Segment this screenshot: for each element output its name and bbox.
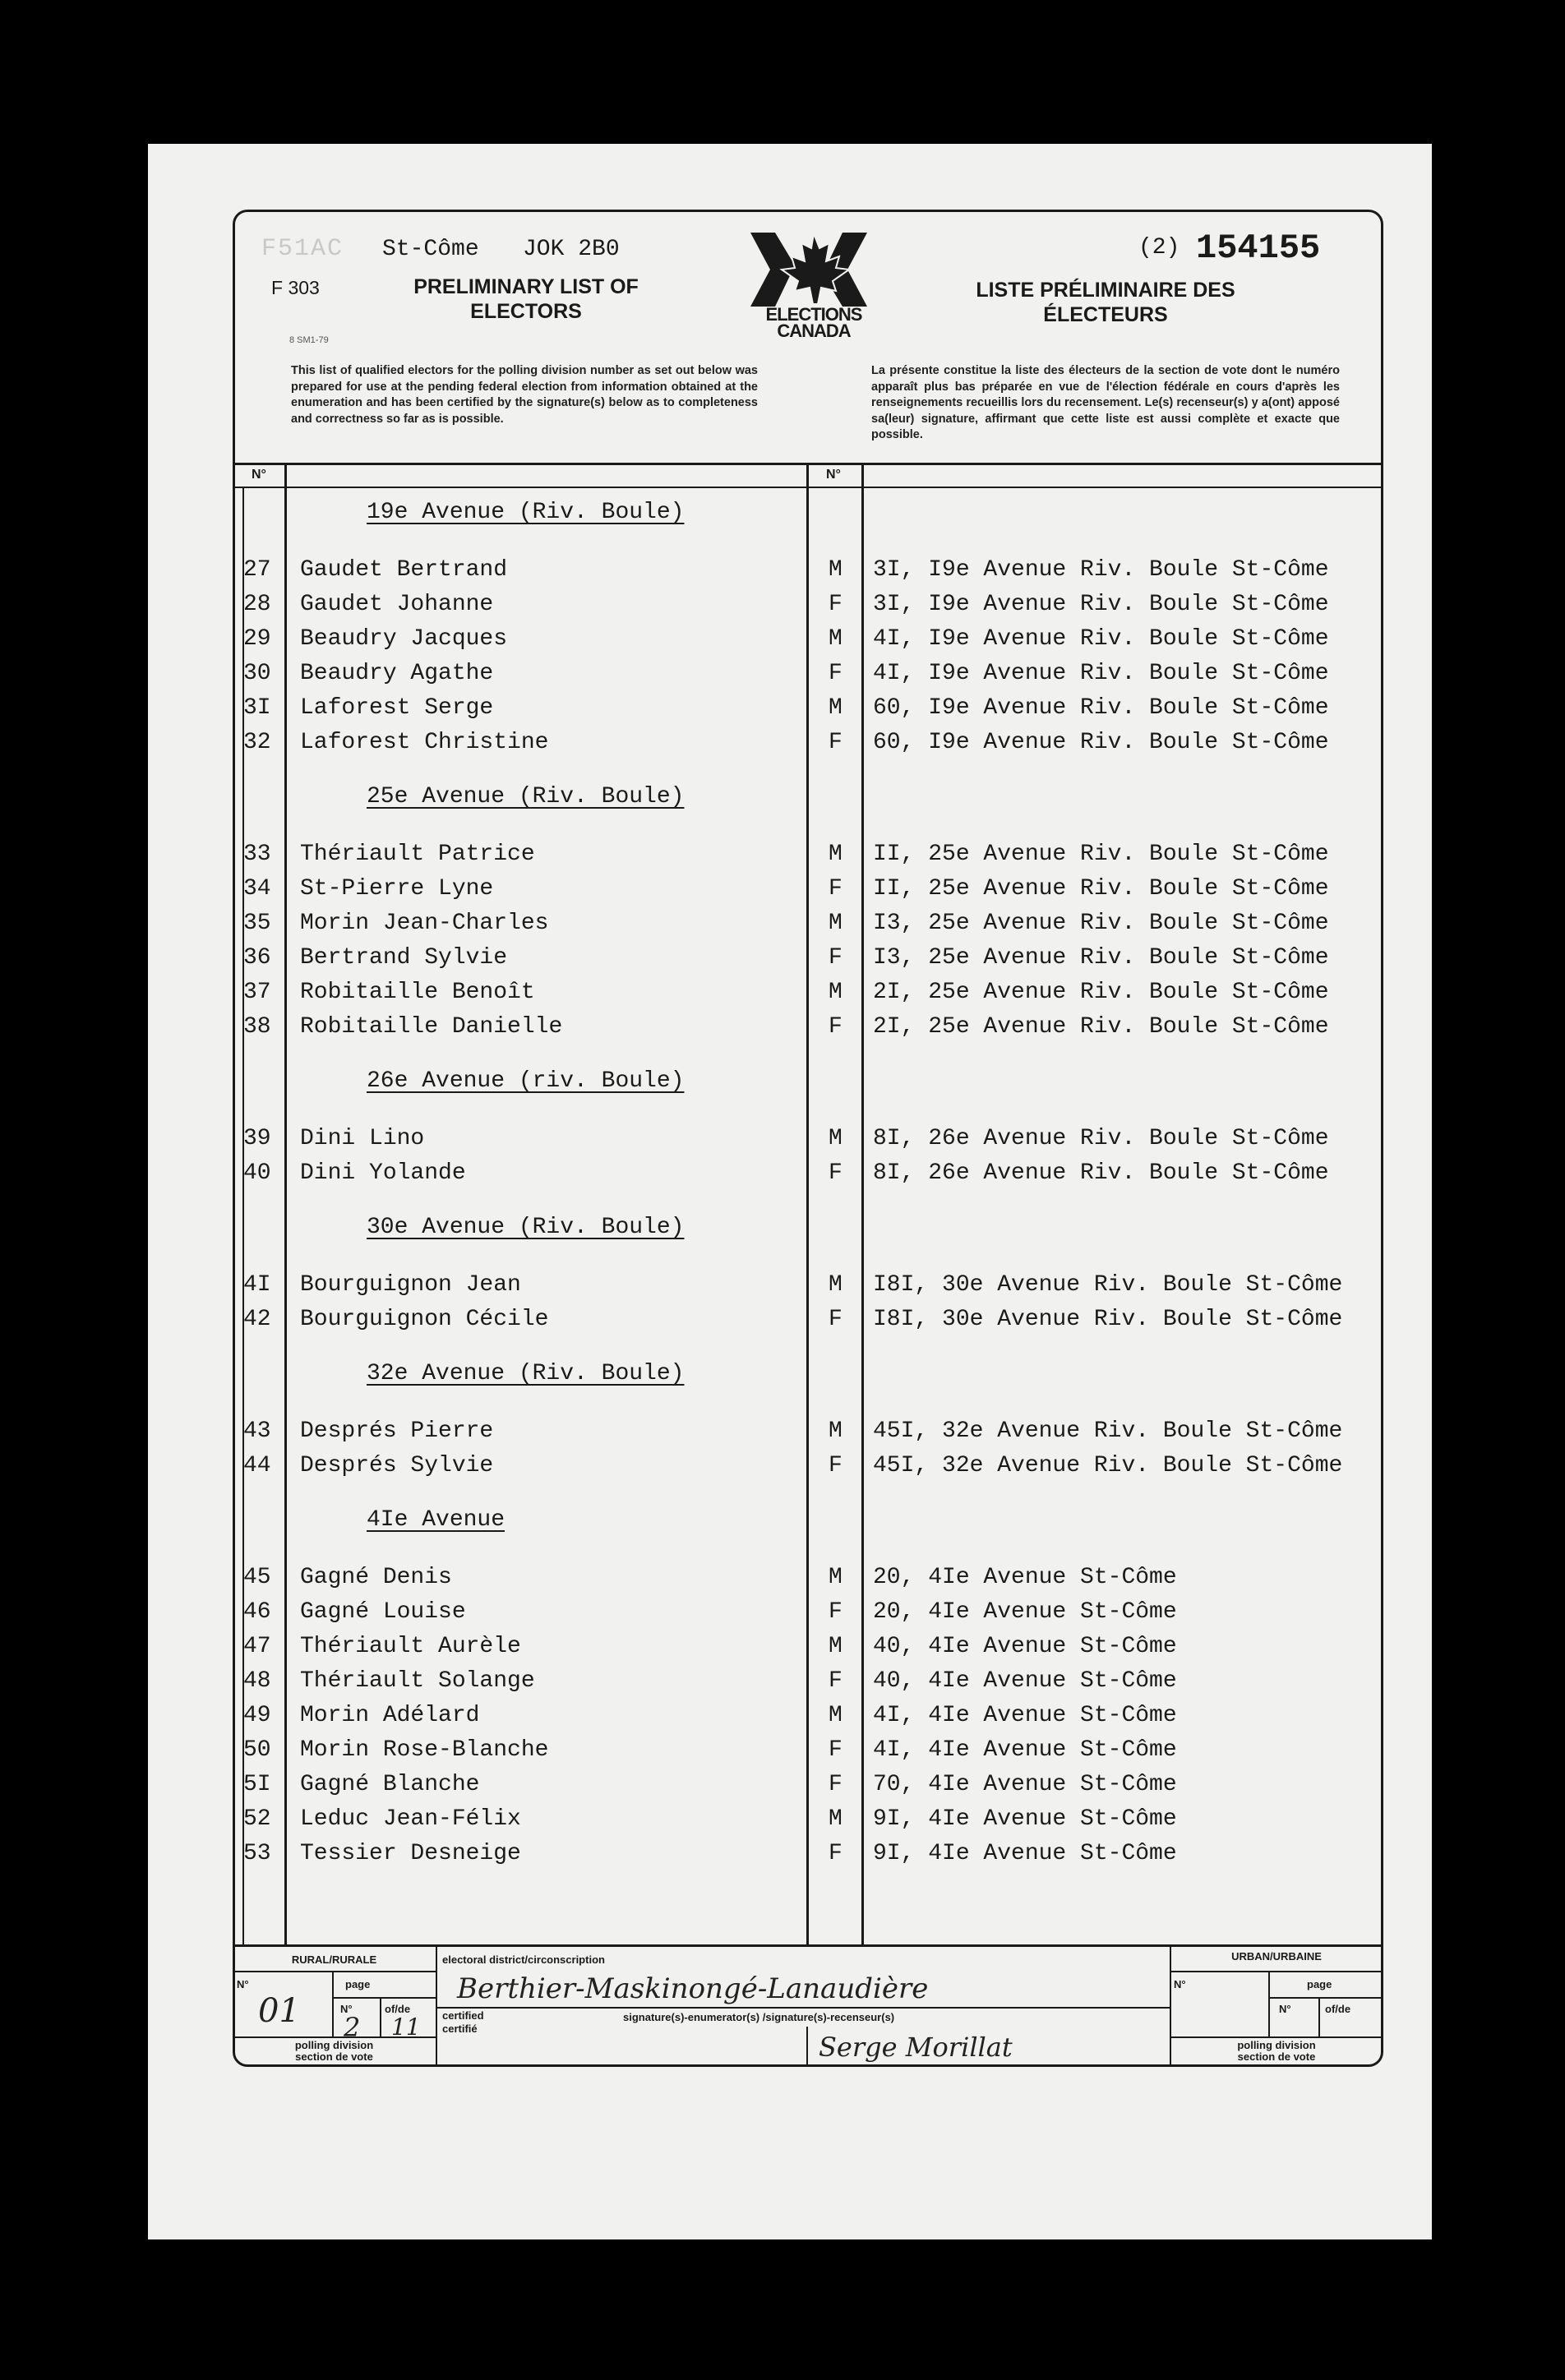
elector-number: 33: [243, 842, 271, 867]
urban-section-de-vote: section de vote: [1237, 2050, 1316, 2063]
title-en: PRELIMINARY LIST OF ELECTORS: [413, 275, 639, 323]
urban-div: [1268, 1971, 1270, 2036]
elector-address: 8I, 26e Avenue Riv. Boule St-Côme: [873, 1126, 1329, 1151]
elector-sex: F: [829, 1841, 843, 1866]
elector-sex: M: [829, 1634, 843, 1659]
elector-number: 42: [243, 1307, 271, 1332]
elector-number: 53: [243, 1841, 271, 1866]
elector-address: I3, 25e Avenue Riv. Boule St-Côme: [873, 945, 1329, 971]
elector-name: Dini Yolande: [300, 1160, 466, 1186]
elector-address: 4I, 4Ie Avenue St-Côme: [873, 1703, 1177, 1728]
elector-number: 40: [243, 1160, 271, 1186]
urban-ofde-div: [1318, 1997, 1320, 2036]
elector-sex: F: [829, 1737, 843, 1763]
elector-name: Gagné Blanche: [300, 1772, 480, 1797]
elector-number: 30: [243, 661, 271, 686]
urban-bottom-rule: [1170, 2036, 1383, 2038]
logo-line1: ELECTIONS: [765, 304, 862, 325]
hand-signature: Serge Morillat: [819, 2032, 1013, 2063]
elector-sex: M: [829, 1703, 843, 1728]
elector-number: 39: [243, 1126, 271, 1151]
elector-name: Gaudet Johanne: [300, 592, 494, 617]
elector-name: Dini Lino: [300, 1126, 425, 1151]
street-heading: 30e Avenue (Riv. Boule): [367, 1215, 685, 1240]
logo-line2: CANADA: [777, 321, 851, 341]
rural-polling-division: polling division: [294, 2039, 374, 2051]
elector-address: 8I, 26e Avenue Riv. Boule St-Côme: [873, 1160, 1329, 1186]
col-no-left: N°: [252, 468, 266, 482]
elector-address: 9I, 4Ie Avenue St-Côme: [873, 1806, 1177, 1832]
footer-rural-rule: [233, 1971, 436, 1972]
elector-number: 44: [243, 1453, 271, 1478]
elector-name: Robitaille Benoît: [300, 980, 535, 1005]
elector-number: 38: [243, 1014, 271, 1040]
elector-sex: F: [829, 661, 843, 686]
elector-number: 47: [243, 1634, 271, 1659]
elector-address: I8I, 30e Avenue Riv. Boule St-Côme: [873, 1307, 1343, 1332]
elector-address: 70, 4Ie Avenue St-Côme: [873, 1772, 1177, 1797]
elector-name: Després Pierre: [300, 1418, 494, 1444]
elector-name: Bourguignon Jean: [300, 1272, 521, 1298]
form-code: 8 SM1-79: [289, 335, 329, 345]
elector-sex: M: [829, 1418, 843, 1444]
elector-name: Robitaille Danielle: [300, 1014, 563, 1040]
elector-address: 20, 4Ie Avenue St-Côme: [873, 1599, 1177, 1625]
elector-sex: F: [829, 945, 843, 971]
electoral-district-label: electoral district/circonscription: [442, 1953, 605, 1966]
elector-name: Leduc Jean-Félix: [300, 1806, 521, 1832]
elector-name: Després Sylvie: [300, 1453, 494, 1478]
elector-name: Gagné Denis: [300, 1565, 452, 1590]
elector-name: Gagné Louise: [300, 1599, 466, 1625]
elector-sex: M: [829, 911, 843, 936]
elector-number: 36: [243, 945, 271, 971]
district-rule: [436, 2007, 1170, 2009]
elector-address: 3I, I9e Avenue Riv. Boule St-Côme: [873, 557, 1329, 583]
hand-district: Berthier-Maskinongé-Lanaudière: [457, 1972, 929, 2005]
urban-no-label: N°: [1174, 1978, 1186, 1990]
elector-sex: M: [829, 1272, 843, 1298]
elector-address: 2I, 25e Avenue Riv. Boule St-Côme: [873, 980, 1329, 1005]
elector-number: 3I: [243, 695, 271, 721]
certified-label: certified: [442, 2009, 484, 2022]
elector-number: 52: [243, 1806, 271, 1832]
rural-page-no-label: N°: [340, 2003, 353, 2015]
elector-number: 32: [243, 730, 271, 755]
elector-number: 28: [243, 592, 271, 617]
elector-number: 45: [243, 1565, 271, 1590]
elector-name: Morin Adélard: [300, 1703, 480, 1728]
urban-page-no-label: N°: [1279, 2003, 1291, 2015]
elector-sex: M: [829, 1806, 843, 1832]
urban-polling-division: polling division: [1237, 2039, 1316, 2051]
elector-number: 29: [243, 626, 271, 652]
elector-sex: M: [829, 980, 843, 1005]
elector-number: 50: [243, 1737, 271, 1763]
elector-address: I8I, 30e Avenue Riv. Boule St-Côme: [873, 1272, 1343, 1298]
footer-top-rule: [233, 1944, 1383, 1947]
rule-mid-a: [806, 463, 809, 1946]
elector-address: II, 25e Avenue Riv. Boule St-Côme: [873, 876, 1329, 902]
elector-sex: F: [829, 1014, 843, 1040]
elector-sex: F: [829, 1160, 843, 1186]
elector-number: 49: [243, 1703, 271, 1728]
hand-page-of: 11: [391, 2013, 421, 2041]
elector-name: Thériault Patrice: [300, 842, 535, 867]
elector-sex: F: [829, 1668, 843, 1694]
elector-number: 46: [243, 1599, 271, 1625]
elector-address: 3I, I9e Avenue Riv. Boule St-Côme: [873, 592, 1329, 617]
elector-name: Morin Jean-Charles: [300, 911, 549, 936]
elector-address: 4I, I9e Avenue Riv. Boule St-Côme: [873, 661, 1329, 686]
elector-sex: M: [829, 1126, 843, 1151]
elector-name: Laforest Serge: [300, 695, 494, 721]
urban-ofde-label: of/de: [1325, 2003, 1351, 2015]
title-fr: LISTE PRÉLIMINAIRE DES ÉLECTEURS: [976, 279, 1235, 326]
street-heading: 25e Avenue (Riv. Boule): [367, 784, 685, 809]
notice-en: This list of qualified electors for the polling division number as set out below was prepared for use at the pending federal election from information obtained at the enumeration and has been certified by the signature(s) below as to completeness and correctness so far as is possible.: [291, 364, 758, 426]
rural-section-de-vote: section de vote: [295, 2050, 373, 2063]
signature-label: signature(s)-enumerator(s) /signature(s)-recenseur(s): [623, 2011, 895, 2023]
rural-label: RURAL/RURALE: [291, 1953, 377, 1966]
elector-name: Bourguignon Cécile: [300, 1307, 549, 1332]
elector-name: Bertrand Sylvie: [300, 945, 508, 971]
elector-sex: M: [829, 557, 843, 583]
notice-fr: La présente constitue la liste des électeurs de la section de vote dont le numéro apparaît plus bas préparée en vue de l'élection fédérale en cours d'après les renseignements recueillis lors du recensement. Le(s) recenseur(s) y a(ont) apposé sa(leur) signature, affirmant que cette liste est aussi complète et exacte que possible.: [871, 364, 1340, 441]
street-heading: 26e Avenue (riv. Boule): [367, 1068, 685, 1094]
elector-number: 48: [243, 1668, 271, 1694]
elector-sex: F: [829, 730, 843, 755]
elections-canada-logo: [744, 228, 884, 344]
elector-name: Gaudet Bertrand: [300, 557, 508, 583]
street-heading: 32e Avenue (Riv. Boule): [367, 1361, 685, 1386]
elector-number: 34: [243, 876, 271, 902]
elector-sex: F: [829, 1772, 843, 1797]
elector-address: 4I, 4Ie Avenue St-Côme: [873, 1737, 1177, 1763]
elector-number: 43: [243, 1418, 271, 1444]
signature-div: [806, 2027, 808, 2065]
elector-sex: M: [829, 695, 843, 721]
elector-sex: F: [829, 876, 843, 902]
maple-leaf-x-icon: [744, 228, 884, 311]
footer-urban-rule: [1170, 1971, 1383, 1972]
elector-sex: F: [829, 1453, 843, 1478]
urban-page-label: page: [1307, 1978, 1332, 1990]
elector-address: 20, 4Ie Avenue St-Côme: [873, 1565, 1177, 1590]
elector-name: Beaudry Jacques: [300, 626, 508, 652]
elector-number: 4I: [243, 1272, 271, 1298]
page-prefix: (2): [1138, 235, 1180, 261]
rural-no-label: N°: [237, 1978, 249, 1990]
elector-sex: M: [829, 1565, 843, 1590]
elector-name: Thériault Solange: [300, 1668, 535, 1694]
urban-label: URBAN/URBAINE: [1231, 1950, 1322, 1963]
faded-stamp: F51AC: [261, 235, 344, 263]
elector-name: Beaudry Agathe: [300, 661, 494, 686]
elector-address: 45I, 32e Avenue Riv. Boule St-Côme: [873, 1418, 1343, 1444]
elector-sex: F: [829, 592, 843, 617]
rule-mid-b: [861, 463, 864, 1946]
elector-sex: M: [829, 626, 843, 652]
urban-page-rule: [1268, 1997, 1383, 1999]
elector-sex: M: [829, 842, 843, 867]
elector-sex: F: [829, 1307, 843, 1332]
serial-number: 154155: [1196, 228, 1321, 268]
elector-name: Tessier Desneige: [300, 1841, 521, 1866]
elector-address: 2I, 25e Avenue Riv. Boule St-Côme: [873, 1014, 1329, 1040]
elector-number: 27: [243, 557, 271, 583]
hand-page-no: 2: [344, 2012, 361, 2043]
elector-address: 4I, I9e Avenue Riv. Boule St-Côme: [873, 626, 1329, 652]
elector-number: 5I: [243, 1772, 271, 1797]
rural-ofde-label: of/de: [385, 2003, 411, 2015]
elector-address: 9I, 4Ie Avenue St-Côme: [873, 1841, 1177, 1866]
col-no-right: N°: [826, 468, 841, 482]
elector-name: Laforest Christine: [300, 730, 549, 755]
elector-name: Thériault Aurèle: [300, 1634, 521, 1659]
elector-name: Morin Rose-Blanche: [300, 1737, 549, 1763]
rule-left: [284, 463, 287, 1946]
locality: St-Côme: [382, 237, 479, 262]
elector-address: 40, 4Ie Avenue St-Côme: [873, 1634, 1177, 1659]
rural-ofde-div: [380, 1997, 381, 2036]
elector-address: 60, I9e Avenue Riv. Boule St-Côme: [873, 730, 1329, 755]
hand-polling-no: 01: [258, 1992, 300, 2030]
form-number: F 303: [271, 277, 320, 298]
elector-number: 35: [243, 911, 271, 936]
rural-div: [332, 1971, 334, 2036]
footer-div-1: [436, 1944, 437, 2065]
elector-number: 37: [243, 980, 271, 1005]
elector-address: 40, 4Ie Avenue St-Côme: [873, 1668, 1177, 1694]
elector-address: 45I, 32e Avenue Riv. Boule St-Côme: [873, 1453, 1343, 1478]
rural-page-label: page: [345, 1978, 371, 1990]
elector-address: II, 25e Avenue Riv. Boule St-Côme: [873, 842, 1329, 867]
street-heading: 4Ie Avenue: [367, 1507, 506, 1533]
postal-code: JOK 2B0: [523, 237, 620, 262]
elector-address: 60, I9e Avenue Riv. Boule St-Côme: [873, 695, 1329, 721]
elector-address: I3, 25e Avenue Riv. Boule St-Côme: [873, 911, 1329, 936]
elector-sex: F: [829, 1599, 843, 1625]
rural-page-rule: [332, 1997, 436, 1999]
elector-name: St-Pierre Lyne: [300, 876, 494, 902]
certifie-label: certifié: [442, 2023, 478, 2035]
street-heading: 19e Avenue (Riv. Boule): [367, 500, 685, 525]
